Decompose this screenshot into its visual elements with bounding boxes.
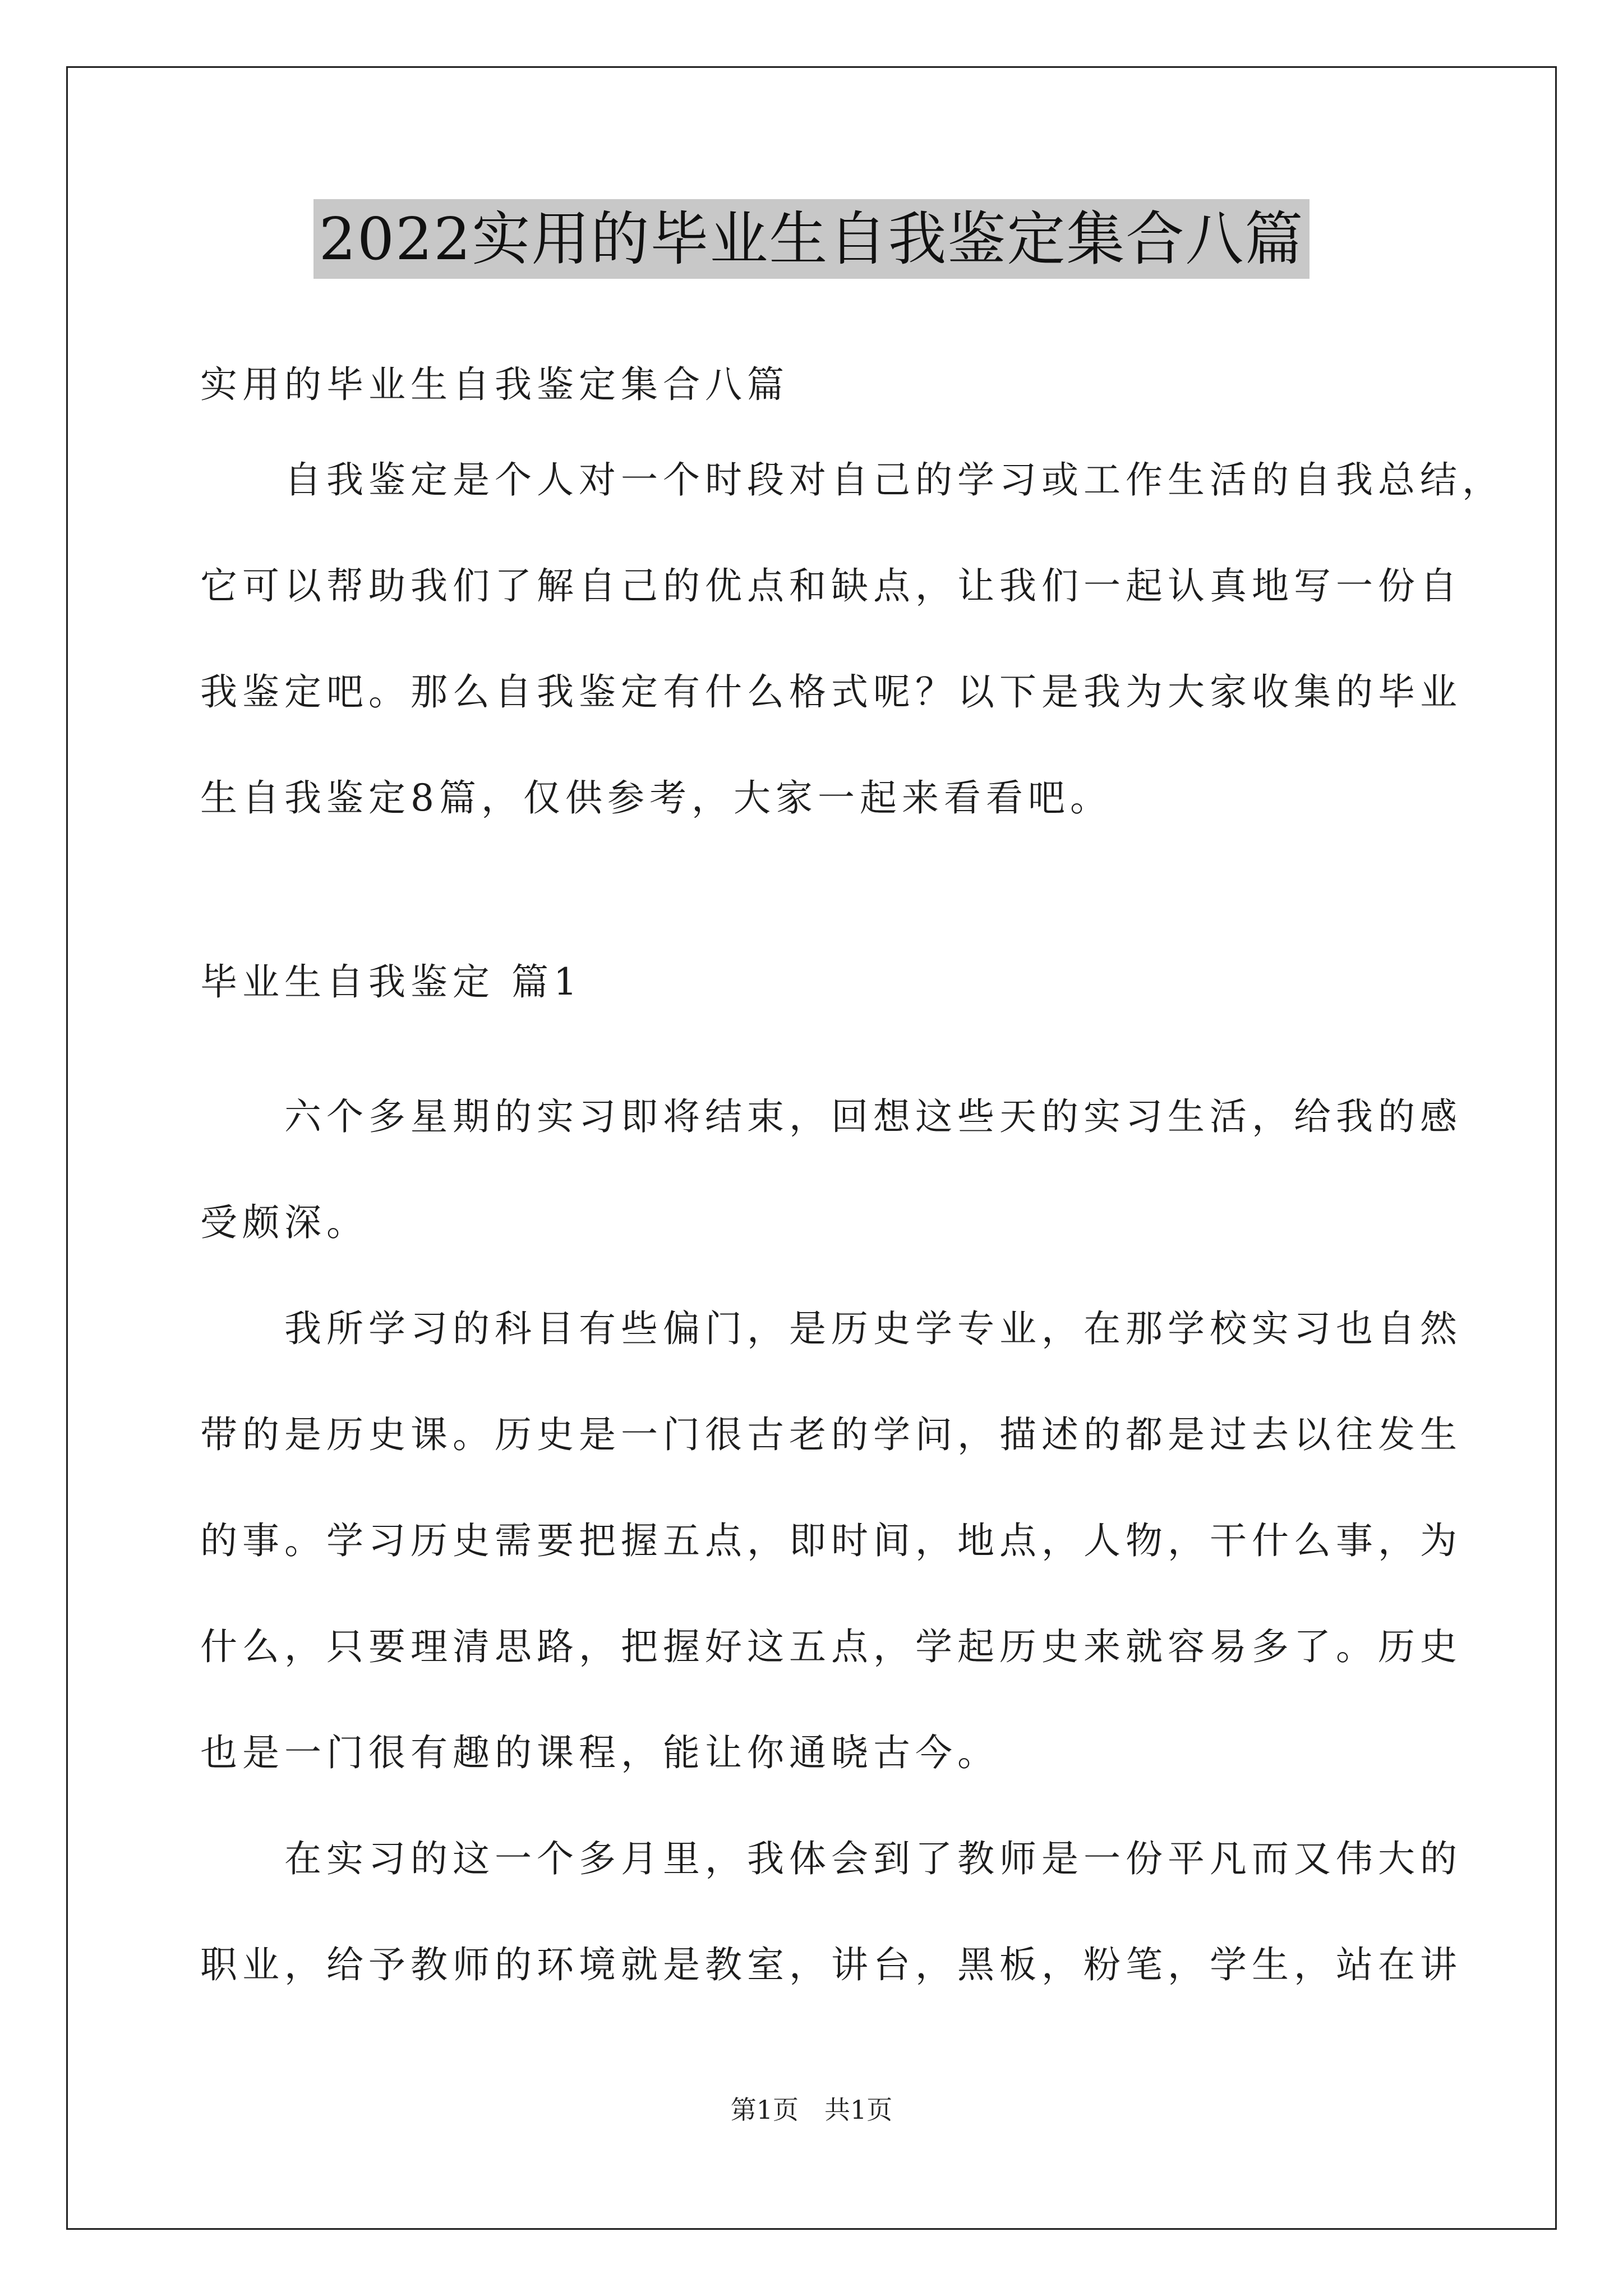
para2-line-4: 什么，只要理清思路，把握好这五点，学起历史来就容易多了。历史: [200, 1625, 1462, 1668]
intro-line-3: 我鉴定吧。那么自我鉴定有什么格式呢？以下是我为大家收集的毕业: [200, 670, 1462, 714]
section-heading: 毕业生自我鉴定 篇1: [200, 960, 582, 1004]
page-footer: 第1页 共1页: [730, 2095, 893, 2125]
document-subtitle: 实用的毕业生自我鉴定集合八篇: [200, 363, 789, 406]
para2-line-1: 我所学习的科目有些偏门，是历史学专业，在那学校实习也自然: [200, 1307, 1462, 1350]
para1-line-2: 受颇深。: [200, 1201, 368, 1244]
para2-line-5: 也是一门很有趣的课程，能让你通晓古今。: [200, 1731, 999, 1774]
para1-line-1: 六个多星期的实习即将结束，回想这些天的实习生活，给我的感: [200, 1095, 1462, 1138]
para3-line-2: 职业，给予教师的环境就是教室，讲台，黑板，粉笔，学生，站在讲: [200, 1943, 1462, 1986]
title-container: [0, 199, 1623, 279]
para2-line-2: 带的是历史课。历史是一门很古老的学问，描述的都是过去以往发生: [200, 1413, 1462, 1456]
intro-line-4: 生自我鉴定8篇，仅供参考，大家一起来看看吧。: [200, 776, 1112, 820]
para2-line-3: 的事。学习历史需要把握五点，即时间，地点，人物，干什么事，为: [200, 1519, 1462, 1562]
intro-line-2: 它可以帮助我们了解自己的优点和缺点，让我们一起认真地写一份自: [200, 564, 1462, 608]
intro-line-1: 自我鉴定是个人对一个时段对自己的学习或工作生活的自我总结，: [200, 458, 1504, 501]
document-title: 2022实用的毕业生自我鉴定集合八篇: [313, 199, 1310, 279]
para3-line-1: 在实习的这一个多月里，我体会到了教师是一份平凡而又伟大的: [200, 1837, 1462, 1880]
